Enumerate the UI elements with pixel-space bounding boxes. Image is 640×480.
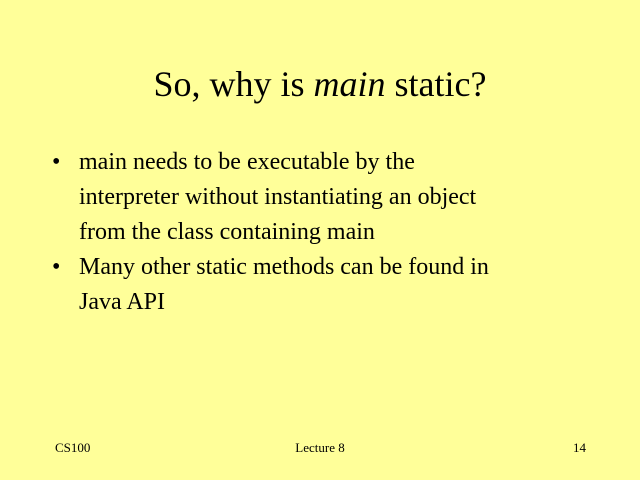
bullet-item — [52, 145, 612, 250]
bullet-line: from the class containing main — [79, 219, 375, 245]
title-text-before: So, why is — [153, 64, 314, 104]
slide-title — [0, 62, 640, 106]
bullet-line: interpreter without instantiating an object — [79, 184, 477, 210]
bullet-item — [52, 250, 612, 320]
title-emphasis: main — [313, 64, 386, 104]
bullet-dot: • — [52, 254, 61, 280]
bullet-list — [52, 145, 612, 320]
footer-course: CS100 — [55, 440, 91, 455]
bullet-line: main needs to be executable by the — [79, 149, 415, 175]
title-text-after: static? — [385, 64, 487, 104]
bullet-dot: • — [52, 149, 61, 175]
bullet-line: Java API — [79, 289, 165, 315]
footer-page-number: 14 — [573, 440, 586, 455]
footer-lecture: Lecture 8 — [295, 440, 345, 455]
bullet-line: Many other static methods can be found in — [79, 254, 489, 280]
